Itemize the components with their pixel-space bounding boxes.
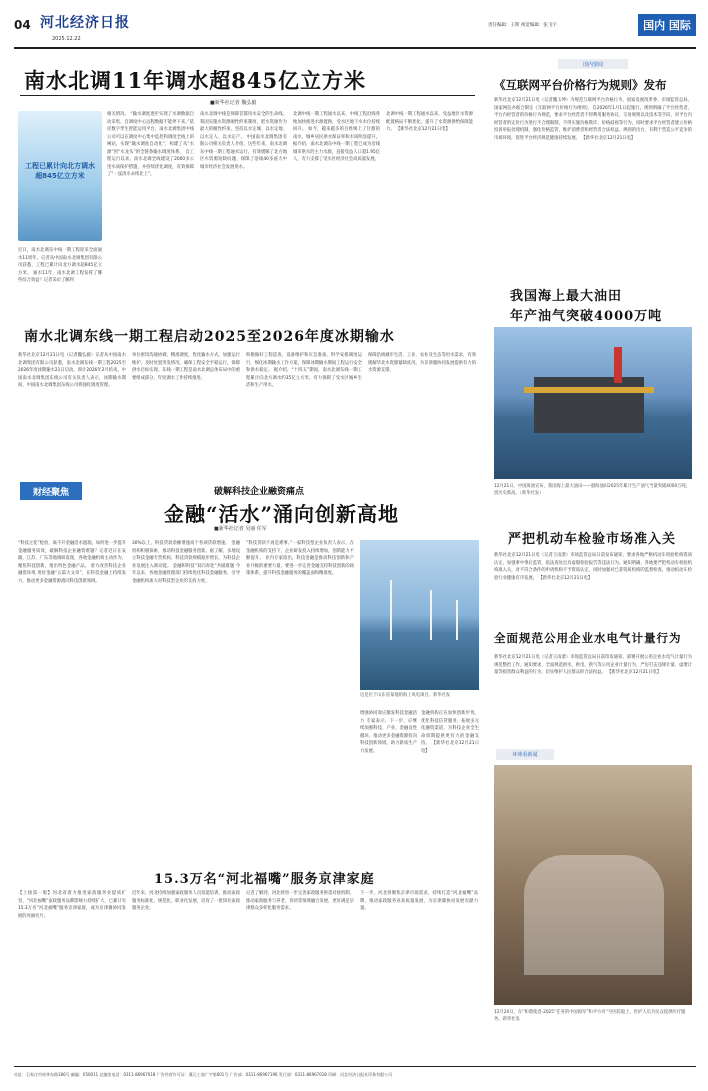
turbine-tower-1 — [390, 580, 392, 640]
article2-headline: 南水北调东线一期工程启动2025至2026年度冰期输水 — [24, 329, 395, 345]
article7 — [14, 864, 483, 1064]
turbine-tower-2 — [430, 590, 432, 640]
article7-col3: 记者了解到，河北将进一步完善家政服务供需对接机制，推动家政服务与养老、育幼等领域融合发展，更好满足京津群众多样化服务需求。 — [246, 891, 354, 911]
article2 — [14, 322, 483, 462]
special-col1: “科技之花”绽放，离不开金融活水滋润。如何进一步提升金融服务质效，破解科技企业融资难题？记者近日在安徽、江苏、广东等地调研发现，各地金融机构主动作为，聚焦科技创新，推出特色金融产品。 着力改善科技企业融资环境 用好金融“五篇大文章”，在科技金融上持续发力，推动更多金融资源流向科技创新领域。 — [18, 541, 126, 584]
article1-headline: 南水北调11年调水超845亿立方米 — [24, 68, 367, 93]
turbine-tower-3 — [456, 600, 458, 640]
wind-farm-photo — [360, 540, 479, 690]
infographic-label: 工程已累计向北方调水 超845亿立方米 — [25, 162, 95, 180]
special-kicker: 破解科技企业融资痛点 — [214, 487, 305, 497]
special-col5: 金融机构正在加快创新步伐，优化科技信贷服务，拓展多元化融资渠道，为科技企业全生命周期提供更有力的金融支持。 【新华社北京12月21日电】 — [421, 711, 479, 754]
article2-col4: 保障沿线城市生活、工业、农业及生态等用水需求，有效缓解华北水资源紧缺状况，为京津冀协同发展提供有力的水资源支撑。 — [368, 353, 476, 373]
water-infographic — [18, 111, 102, 241]
article7-col1: 【上接第一版】河北省着力推进家政服务业提质扩容，“河北福嘴”家政服务品牌影响力持续扩大，已累计有15.3万名“河北福嘴”服务京津家庭，成为京津冀协同发展的亮丽名片。 — [18, 891, 126, 919]
article4-headline-line2: 年产油气突破4000万吨 — [510, 309, 663, 324]
article5-headline: 严把机动车检验市场准入关 — [508, 532, 677, 547]
finance-focus-tag: 财经聚焦 — [20, 482, 82, 500]
article3-body: 新华社北京12月21日电（记者魏玉坤）为规范互联网平台价格行为，国家发展改革委、市场监管总局、国家网信办联合制定《互联网平台价格行为规则》，自2026年1月1日起施行。规则明确了平台经营者、平台内经营者的价格行为规范，要求平台经营者不得利用服务协议、交易规则以及技术等手段，对平台内经营者的定价行为进行不合理限制，不得实施价格欺诈、价格歧视等行为，同时要求平台经营者建立价格投诉举报处理机制，强化价格监管，维护消费者和经营者合法权益。规则的出台，有利于营造公平竞争的市场环境，促进平台经济规范健康持续发展。 【新华社北京12月21日电】 — [494, 98, 692, 141]
platform-shape — [534, 377, 644, 433]
article2-col3: 积极做好工程巡查、设备维护和应急准备，科学安排调度运行，细化冰期输水工作方案，保障冰期输水期间工程运行安全和供水稳定。 据介绍，“十四五”期间，南水北调东线一期工程累计向北方调水约35亿立方米，有力保障了受水区城乡生活和生产用水。 — [246, 353, 362, 388]
special-col2: 30%以上，科技贷款余额增速高于各项贷款增速。 金融机构积极探索，推动科技金融服务创新。据了解，多地设立科技金融专营机构，科技贷款规模稳步增长，为科技企业发展注入新动能。 金融和科技“双向奔赴”共破难题 今年以来，各地金融管理部门持续优化科技金融服务，引导金融机构加大对科技型企业的支持力度。 — [132, 541, 240, 584]
oil-platform-photo — [494, 327, 692, 479]
article4-headline-line1: 我国海上最大油田 — [510, 289, 623, 304]
platform-tower — [614, 347, 622, 383]
article1 — [14, 55, 483, 325]
platform-deck — [524, 387, 654, 393]
article2-col1: 新华社北京12月21日电（记者魏弘毅）记者从中国南水北调集团有限公司获悉，南水北调东线一期工程2025至2026年度冰期输水21日启动，预计2026年2月结束。中国南水北调集团东线公司有关负责人表示，冰期输水期间，中国南水北调集团东线公司将强化调度管理。 — [18, 353, 126, 388]
footer-rule — [14, 1066, 696, 1067]
page-number: 04 — [14, 18, 31, 32]
article1-col2: 相关情况。 “输水调度逐步实现了水调数据自动采集、自调度中心远程数据不能停下来。”依托数字孪生智能运用平台，南水北调集团中线公司可以在调度中心集中监控和调度全线上的闸站，实现“输水调度自动化”，构建了从“水源”到“水龙头”的全链条输水调度体系。 自工程运行以来，南水北调全线建设了2000多公里水质保护措施，并持续优化调度，有效保障了“一泓清水永续北上”。 — [107, 112, 194, 177]
header-rule — [14, 47, 696, 49]
article6-headline: 全面规范公用企业水电气计量行为 — [494, 631, 682, 645]
article1-byline: ■新华社记者 魏弘毅 — [210, 100, 257, 106]
article7-col4: 下一步，河北将聚焦京津市场需求，持续打造“河北福嘴”品牌，推动家政服务业高质量发展，为京津冀协同发展贡献力量。 — [360, 891, 478, 911]
article6-body: 新华社北京12月21日电（记者王雨萧）市场监管总局日前印发通知，部署开展公用企业水电气计量行为规范整治工作。通知要求，全面规范供水、供电、供气等公用企业计量行为，严厉打击违规计量、虚增计量等损害群众利益的行为，切实维护人民群众的合法权益。 【新华社北京12月21日电】 — [494, 655, 692, 675]
article3-headline: 《互联网平台价格行为规则》发布 — [494, 78, 667, 92]
article6 — [490, 624, 696, 744]
article1-col5: 北调中线一期工程通水以来，受益地区水资源配置格局不断优化，提升了水资源供给保障能力。 【新华社北京12月21日电】 — [386, 112, 473, 132]
section-bar: 国内 国际 — [638, 14, 696, 36]
people-group — [524, 855, 664, 975]
special-col4: 增强协同效应激发科技金融活力 专家表示，下一步，应继续加强科技、产业、金融良性循环，推动更多金融资源投向科技创新领域，助力新质生产力发展。 — [360, 711, 417, 754]
world-news-tag: 环球看新闻 — [496, 749, 554, 760]
article7-col2: 近年来，河北持续加强家政服务人员技能培训，推动家政服务标准化、规范化、职业化发展，培育了一批知名家政服务企业。 — [132, 891, 240, 911]
domestic-news-tag: 国内要闻 — [558, 59, 628, 69]
world-news — [490, 745, 696, 1065]
article1-col3: 南水北调中线是保障首都用水安全的生命线。 我国实施水资源刚性约束制度，把水资源作为最大的刚性约束，坚持以水定城、以水定地、以水定人、以水定产。 中国南水北调集团有限公司相关负责人介绍，这些年来，南水北调东中线一期工程通水运行，有效缓解了北方地区水资源短缺问题，保障了沿线40多座大中城市经济社会发展用水。 — [200, 112, 287, 170]
footer: 社址：石家庄市裕华东路186号 邮编：050011 总编室电话：0311-86967018 广告经营许可证：冀石工商广字第001号 广告部：0311-86967196 发行部：0311-86967018 印刷：河北经济日报社印务有限公司 — [14, 1072, 393, 1077]
article1-col1: 近日，南水北调东中线一期工程迎来全面通水11周年。记者从中国南水北调集团有限公司获悉，工程已累计向北方调水超845亿立方米。 通水11年，南水北调工程发挥了哪些综合效益？记者采访了解到 — [18, 248, 102, 283]
world-news-caption: 12月20日，在“和谐使者-2025”任务的中国海军“和平方舟”号医院船上，医护人员为民众提供医疗服务。新华社发 — [494, 1010, 686, 1022]
article2-col2: 单位密切沟通协调，精准调度，优化输水方式，加强运行维护，及时处置突发情况，确保工程安全平稳运行，保障供水目标实现。东线一期工程是南水北调总体布局中的重要组成部分，年度调水工作持续推进。 — [132, 353, 240, 381]
special-headline: 金融“活水”涌向创新高地 — [164, 502, 400, 526]
special-col3: “科技贷款不再是难事。”一家科技型企业负责人表示，在金融机构的支持下，企业研发投入持续增加，创新能力不断提升。 业内专家指出，科技金融是推动科技创新和产业升级的重要力量，要进一步完善金融支持科技创新的政策体系，提升科技金融服务的覆盖面和精准度。 — [246, 541, 354, 576]
article1-col4: 北调中线一期工程通水以来，中线工程沿线各地加快推进水源置换，受水区地下水水位持续回升。 如今，越来越多的百姓喝上了甘甜的南水，城乡居民供水保证率和水质明显提升。 据介绍，南水北调东中线一期工程已成为沿线城市供水的主力水源，直接受益人口超1.95亿人，有力支撑了受水区经济社会高质量发展。 — [293, 112, 380, 162]
editors: 责任编辑：王斯 视觉编辑：张飞宇 — [488, 23, 557, 28]
hospital-ship-photo — [494, 765, 692, 1005]
headline-rule — [20, 95, 475, 96]
article4-caption: 12月21日，中国海油宣布，我国海上最大油田——渤海油田2025年累计生产油气当量突破4000万吨，创历史新高。（新华社发） — [494, 484, 691, 496]
issue-date: 2025.12.22 — [52, 36, 81, 42]
special-feature — [14, 478, 483, 858]
article7-headline: 15.3万名“河北福嘴”服务京津家庭 — [154, 872, 375, 887]
wind-farm-caption: 这是位于山东省某地的海上风电项目。新华社发 — [360, 693, 451, 698]
article5 — [490, 528, 696, 628]
special-byline: ■新华社记者 吴丽 任军 — [214, 526, 267, 532]
article4 — [490, 283, 696, 523]
article5-body: 新华社北京12月21日电（记者王雨萧）市场监管总局日前发布通知，要求各地严格机动车检验机构资质认定，加强事中事后监管，依法查处出具虚假检验报告等违法行为。通知明确，各地要严把机动车检验机构准入关，对不符合条件的申请机构不予资质认定，同时加强对已获资质机构的监督检查，推动机动车检验行业健康有序发展。 【新华社北京12月21日电】 — [494, 553, 692, 581]
article3 — [490, 55, 696, 285]
masthead: 河北经济日报 — [40, 15, 130, 31]
